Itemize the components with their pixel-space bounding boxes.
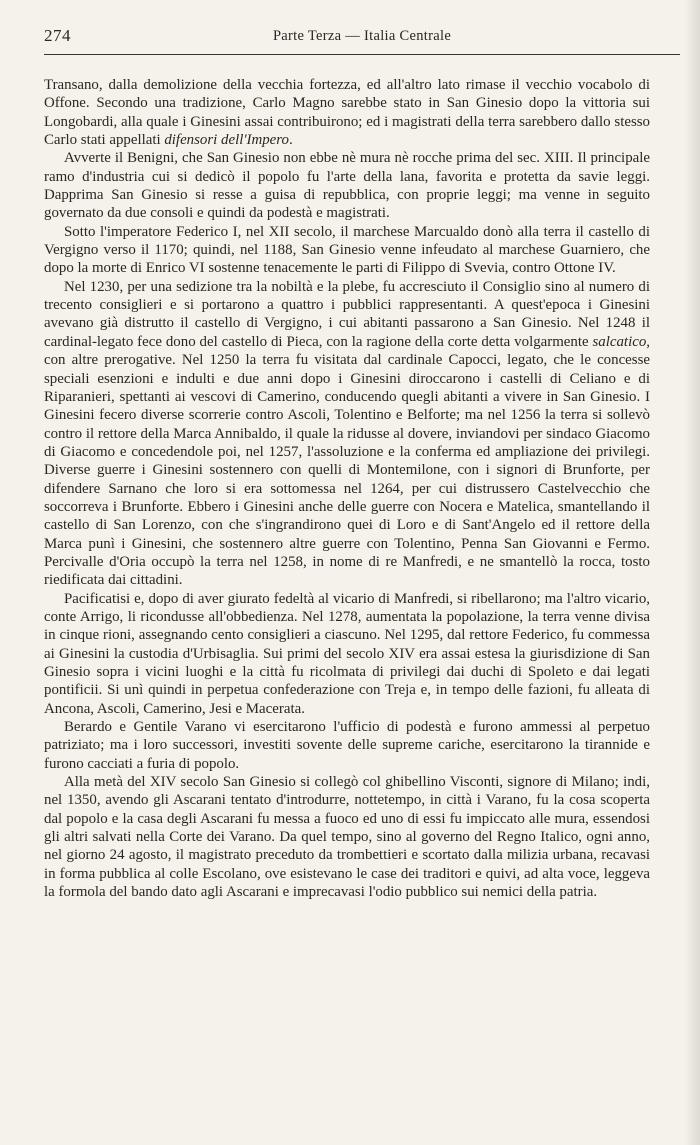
paragraph <box>44 223 650 278</box>
text-run: Avverte il Benigni, che San Ginesio non ebbe nè mura nè rocche prima del sec. XIII. Il principale ramo d'industria cui si dedicò il popolo fu l'arte della lana, favorita e protetta da savie leggi. Dapprima San Ginesio si resse a guisa di repubblica, con proprie leggi; ma venne in seguito governato da due consoli e quindi da podestà e magistrati. <box>44 150 650 222</box>
italic-text: salcatico <box>592 333 647 350</box>
page-number: 274 <box>44 26 71 45</box>
paragraph <box>44 590 650 718</box>
text-run: Sotto l'imperatore Federico I, nel XII secolo, il marchese Marcualdo donò alla terra il castello di Vergigno verso il 1170; quindi, nel 1188, San Ginesio venne infeudato al marchese Guarniero, che dopo la morte di Enrico VI sostenne tenacemente le parti di Filippo di Svevia, contro Ottone IV. <box>44 223 650 277</box>
italic-text: difensori dell'Impero <box>164 132 289 149</box>
paragraph <box>44 718 650 773</box>
paragraph <box>44 773 650 901</box>
running-title: Parte Terza — Italia Centrale <box>272 28 452 44</box>
text-run: . <box>288 132 293 149</box>
page-header <box>44 26 680 55</box>
body-text <box>44 76 650 901</box>
text-run: Berardo e Gentile Varano vi esercitarono l'ufficio di podestà e furono ammessi al perpetuo patriziato; ma i loro successori, investiti sovente delle supreme cariche, esercitarono la tirannide e furono cacciati a furia di popolo. <box>44 719 650 772</box>
paragraph <box>44 76 650 149</box>
text-run: Pacificatisi e, dopo di aver giurato fedeltà al vicario di Manfredi, si ribellarono; ma l'altro vicario, conte Arrigo, li ricondusse all'obbedienza. Nel 1278, aumentata la popolazione, la terra venne divisa in cinque rioni, assegnando cento consiglieri a ciascuno. Nel 1295, dal rettore Federico, fu commessa ai Ginesini la custodia d'Urbisaglia. Sui primi del secolo XIV era assai estesa la giurisdizione di San Ginesio sopra i vicini luoghi e la città fu ricolmata di privilegi dai duchi di Spoleto e dai legati pontificii. Si unì quindi in perpetua confederazione con Treja e, in tempo delle fazioni, fu alleata di Ancona, Ascoli, Camerino, Jesi e Macerata. <box>44 590 650 717</box>
text-run: Transano, dalla demolizione della vecchia fortezza, ed all'altro lato rimase il vecchio vocabolo di Offone. Secondo una tradizione, Carlo Magno sarebbe stato in San Ginesio dopo la vittoria sui Longobardi, alla quale i Ginesini assai contribuirono; ed i magistrati della terra sarebbero dallo stesso Carlo stati appellati <box>44 77 650 149</box>
paragraph <box>44 149 650 222</box>
text-run: Nel 1230, per una sedizione tra la nobiltà e la plebe, fu accresciuto il Consiglio sino al numero di trecento consiglieri e si portarono a quattro i pubblici rappresentanti. A quest'epoca i Ginesini avevano già distrutto il castello di Vergigno, i cui abitanti passarono a San Ginesio. Nel 1248 il cardinal-legato fece dono del castello di Pieca, con la ragione della corte detta volgarmente <box>44 278 650 350</box>
text-run: Alla metà del XIV secolo San Ginesio si collegò col ghibellino Visconti, signore di Milano; indi, nel 1350, avendo gli Ascarani tentato d'introdurre, nottetempo, in città i Varano, fu la cosa scoperta dal popolo e la casa degli Ascarani fu messa a fuoco ed uno di essi fu impiccato alle mura, essendosi gli altri salvati nella Corte dei Varano. Da quel tempo, sino al governo del Regno Italico, ogni anno, nel giorno 24 agosto, il magistrato preceduto da trombettieri e scortato dalla milizia urbana, recavasi in forma pubblica al colle Escolano, ove esistevano le case dei traditori e quivi, ad alta voce, leggeva la formola del bando dato agli Ascarani e imprecavasi l'odio pubblico sui nemici della patria. <box>44 774 650 901</box>
paragraph <box>44 278 650 590</box>
page-edge-shadow <box>684 0 700 1145</box>
text-run: , con altre prerogative. Nel 1250 la terra fu visitata dal cardinale Capocci, legato, che le concesse speciali esenzioni e indulti e due anni dopo i Ginesini diroccarono i castelli di Celiano e di Riparanieri, spettanti ai vescovi di Camerino, conducendo quegli abitanti a vivere in San Ginesio. I Ginesini fecero diverse scorrerie contro Ascoli, Tolentino e Belforte; ma nel 1256 la terra si sollevò contro il rettore della Marca Annibaldo, il quale la ridusse al dovere, inviandovi per sindaco Giacomo di Giacomo e concedendole poi, nel 1257, l'assoluzione e la conferma ed ampliazione dei privilegi. Diverse guerre i Ginesini sostennero con quelli di Montemilone, con i signori di Brunforte, per difendere Sarnano che loro si era sottomessa nel 1264, per cui distrussero Castelvecchio che soccorreva i Brunforte. Ebbero i Ginesini anche delle guerre con Nocera e Matelica, smantellando il castello di San Lorenzo, con che s'ingrandirono quei di Loro e di Sant'Angelo ed il rettore della Marca punì i Ginesini, che sostennero altre guerre con Tolentino, Penna San Giovanni e Fermo. Percivalle d'Oria occupò la terra nel 1258, in nome di re Manfredi, e ne smantellò la rocca, tosto riedificata dai cittadini. <box>44 333 650 589</box>
